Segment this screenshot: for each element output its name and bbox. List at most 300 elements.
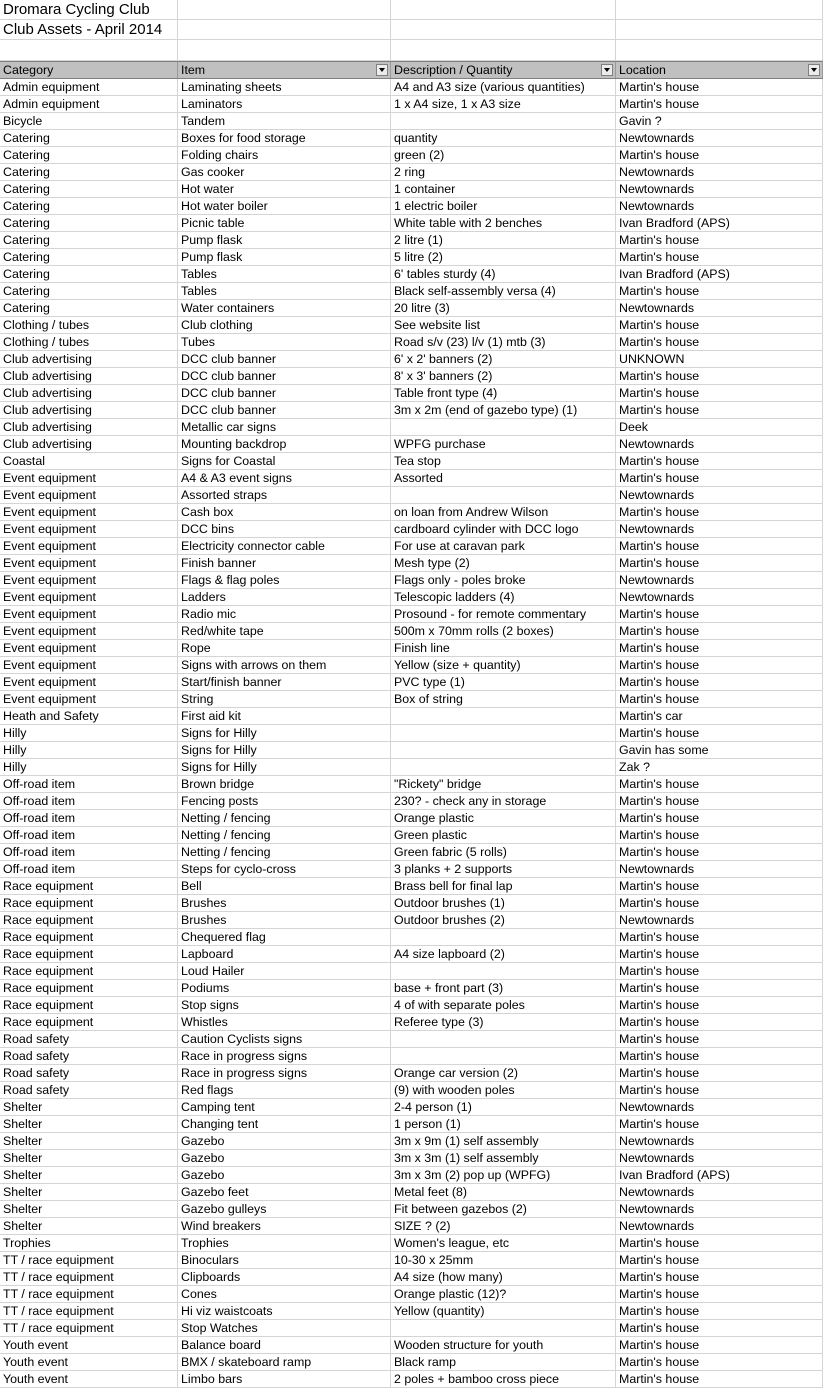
location-cell[interactable]: Martin's house <box>616 79 823 95</box>
description-cell[interactable]: Yellow (size + quantity) <box>391 657 616 673</box>
location-cell[interactable]: Martin's house <box>616 538 823 554</box>
category-cell[interactable]: Event equipment <box>0 521 178 537</box>
item-cell[interactable]: String <box>178 691 391 707</box>
category-cell[interactable]: Event equipment <box>0 674 178 690</box>
description-cell[interactable] <box>391 725 616 741</box>
category-cell[interactable]: Off-road item <box>0 776 178 792</box>
item-cell[interactable]: Caution Cyclists signs <box>178 1031 391 1047</box>
item-cell[interactable]: Hot water <box>178 181 391 197</box>
description-cell[interactable]: Finish line <box>391 640 616 656</box>
item-cell[interactable]: Whistles <box>178 1014 391 1030</box>
location-cell[interactable]: Newtownards <box>616 589 823 605</box>
item-cell[interactable]: Tubes <box>178 334 391 350</box>
item-cell[interactable]: Gazebo <box>178 1167 391 1183</box>
category-cell[interactable]: Road safety <box>0 1082 178 1098</box>
location-cell[interactable]: Martin's house <box>616 1269 823 1285</box>
description-cell[interactable] <box>391 1320 616 1336</box>
item-cell[interactable]: Lapboard <box>178 946 391 962</box>
category-cell[interactable]: Catering <box>0 300 178 316</box>
sheet-subtitle-cell[interactable]: Club Assets - April 2014 <box>0 20 178 39</box>
description-cell[interactable]: "Rickety" bridge <box>391 776 616 792</box>
category-cell[interactable]: Event equipment <box>0 691 178 707</box>
description-cell[interactable] <box>391 1031 616 1047</box>
category-cell[interactable]: Catering <box>0 147 178 163</box>
filter-dropdown-icon[interactable] <box>376 64 388 76</box>
location-cell[interactable]: Martin's house <box>616 657 823 673</box>
filter-dropdown-icon[interactable] <box>601 64 613 76</box>
item-cell[interactable]: Gazebo feet <box>178 1184 391 1200</box>
location-cell[interactable]: Newtownards <box>616 521 823 537</box>
category-cell[interactable]: Catering <box>0 198 178 214</box>
item-cell[interactable]: Chequered flag <box>178 929 391 945</box>
item-cell[interactable]: Pump flask <box>178 232 391 248</box>
category-cell[interactable]: Catering <box>0 164 178 180</box>
category-cell[interactable]: Club advertising <box>0 419 178 435</box>
location-cell[interactable]: Newtownards <box>616 487 823 503</box>
item-cell[interactable]: Race in progress signs <box>178 1065 391 1081</box>
location-cell[interactable]: Martin's house <box>616 963 823 979</box>
item-cell[interactable]: Netting / fencing <box>178 844 391 860</box>
location-cell[interactable]: Newtownards <box>616 300 823 316</box>
item-cell[interactable]: Finish banner <box>178 555 391 571</box>
description-cell[interactable]: 8' x 3' banners (2) <box>391 368 616 384</box>
location-cell[interactable]: Martin's house <box>616 555 823 571</box>
description-cell[interactable]: White table with 2 benches <box>391 215 616 231</box>
description-cell[interactable]: 6' tables sturdy (4) <box>391 266 616 282</box>
description-cell[interactable] <box>391 742 616 758</box>
location-cell[interactable]: Martin's house <box>616 1320 823 1336</box>
item-cell[interactable]: Metallic car signs <box>178 419 391 435</box>
description-cell[interactable]: 1 person (1) <box>391 1116 616 1132</box>
description-cell[interactable]: Orange plastic (12)? <box>391 1286 616 1302</box>
location-cell[interactable]: Martin's house <box>616 878 823 894</box>
category-cell[interactable]: Race equipment <box>0 946 178 962</box>
description-cell[interactable]: 10-30 x 25mm <box>391 1252 616 1268</box>
empty-cell[interactable] <box>616 0 823 19</box>
category-cell[interactable]: Event equipment <box>0 640 178 656</box>
description-cell[interactable]: 1 electric boiler <box>391 198 616 214</box>
category-cell[interactable]: Race equipment <box>0 878 178 894</box>
description-cell[interactable]: cardboard cylinder with DCC logo <box>391 521 616 537</box>
location-cell[interactable]: Ivan Bradford (APS) <box>616 1167 823 1183</box>
category-cell[interactable]: Road safety <box>0 1065 178 1081</box>
description-cell[interactable]: base + front part (3) <box>391 980 616 996</box>
location-cell[interactable]: Ivan Bradford (APS) <box>616 215 823 231</box>
location-cell[interactable]: Martin's house <box>616 1082 823 1098</box>
description-cell[interactable]: (9) with wooden poles <box>391 1082 616 1098</box>
description-cell[interactable]: 3m x 2m (end of gazebo type) (1) <box>391 402 616 418</box>
category-cell[interactable]: Club advertising <box>0 385 178 401</box>
item-cell[interactable]: Changing tent <box>178 1116 391 1132</box>
category-cell[interactable]: Club advertising <box>0 402 178 418</box>
location-cell[interactable]: Martin's house <box>616 385 823 401</box>
item-cell[interactable]: Brushes <box>178 895 391 911</box>
description-cell[interactable]: Brass bell for final lap <box>391 878 616 894</box>
item-cell[interactable]: Fencing posts <box>178 793 391 809</box>
location-cell[interactable]: Gavin ? <box>616 113 823 129</box>
description-cell[interactable]: Prosound - for remote commentary <box>391 606 616 622</box>
description-cell[interactable]: 500m x 70mm rolls (2 boxes) <box>391 623 616 639</box>
empty-cell[interactable] <box>0 40 178 60</box>
item-cell[interactable]: DCC club banner <box>178 385 391 401</box>
category-cell[interactable]: Admin equipment <box>0 96 178 112</box>
item-cell[interactable]: Mounting backdrop <box>178 436 391 452</box>
location-cell[interactable]: Newtownards <box>616 912 823 928</box>
description-cell[interactable] <box>391 963 616 979</box>
empty-cell[interactable] <box>178 0 391 19</box>
category-cell[interactable]: TT / race equipment <box>0 1303 178 1319</box>
item-cell[interactable]: Laminating sheets <box>178 79 391 95</box>
description-cell[interactable]: WPFG purchase <box>391 436 616 452</box>
description-cell[interactable]: Black ramp <box>391 1354 616 1370</box>
item-cell[interactable]: Picnic table <box>178 215 391 231</box>
location-cell[interactable]: Martin's house <box>616 317 823 333</box>
description-cell[interactable]: quantity <box>391 130 616 146</box>
location-cell[interactable]: Martin's house <box>616 997 823 1013</box>
location-cell[interactable]: Martin's car <box>616 708 823 724</box>
description-cell[interactable]: Tea stop <box>391 453 616 469</box>
description-cell[interactable]: Metal feet (8) <box>391 1184 616 1200</box>
category-cell[interactable]: Race equipment <box>0 929 178 945</box>
category-cell[interactable]: Hilly <box>0 725 178 741</box>
location-cell[interactable]: Martin's house <box>616 640 823 656</box>
category-cell[interactable]: Bicycle <box>0 113 178 129</box>
category-cell[interactable]: Catering <box>0 249 178 265</box>
item-cell[interactable]: Tables <box>178 266 391 282</box>
item-cell[interactable]: Water containers <box>178 300 391 316</box>
category-cell[interactable]: Shelter <box>0 1184 178 1200</box>
category-cell[interactable]: Admin equipment <box>0 79 178 95</box>
item-cell[interactable]: Flags & flag poles <box>178 572 391 588</box>
empty-cell[interactable] <box>391 0 616 19</box>
category-cell[interactable]: Off-road item <box>0 861 178 877</box>
category-cell[interactable]: Youth event <box>0 1337 178 1353</box>
location-cell[interactable]: Martin's house <box>616 453 823 469</box>
location-cell[interactable]: Martin's house <box>616 776 823 792</box>
description-cell[interactable]: 2 ring <box>391 164 616 180</box>
category-cell[interactable]: Catering <box>0 232 178 248</box>
category-cell[interactable]: Clothing / tubes <box>0 317 178 333</box>
item-cell[interactable]: Cones <box>178 1286 391 1302</box>
location-cell[interactable]: Martin's house <box>616 674 823 690</box>
category-cell[interactable]: Race equipment <box>0 980 178 996</box>
description-cell[interactable]: on loan from Andrew Wilson <box>391 504 616 520</box>
category-cell[interactable]: Club advertising <box>0 351 178 367</box>
category-cell[interactable]: Off-road item <box>0 827 178 843</box>
item-cell[interactable]: Boxes for food storage <box>178 130 391 146</box>
location-cell[interactable]: Martin's house <box>616 1065 823 1081</box>
description-cell[interactable] <box>391 708 616 724</box>
item-cell[interactable]: Signs for Hilly <box>178 742 391 758</box>
location-cell[interactable]: Martin's house <box>616 1031 823 1047</box>
item-cell[interactable]: Tables <box>178 283 391 299</box>
description-cell[interactable]: 20 litre (3) <box>391 300 616 316</box>
location-cell[interactable]: Martin's house <box>616 470 823 486</box>
description-cell[interactable]: 1 x A4 size, 1 x A3 size <box>391 96 616 112</box>
category-cell[interactable]: Road safety <box>0 1031 178 1047</box>
item-cell[interactable]: Netting / fencing <box>178 810 391 826</box>
category-cell[interactable]: Race equipment <box>0 895 178 911</box>
description-cell[interactable]: green (2) <box>391 147 616 163</box>
description-cell[interactable] <box>391 419 616 435</box>
item-cell[interactable]: Start/finish banner <box>178 674 391 690</box>
location-cell[interactable]: Martin's house <box>616 725 823 741</box>
location-cell[interactable]: Martin's house <box>616 1371 823 1387</box>
description-cell[interactable]: 4 of with separate poles <box>391 997 616 1013</box>
description-cell[interactable]: Orange plastic <box>391 810 616 826</box>
item-cell[interactable]: Hot water boiler <box>178 198 391 214</box>
location-cell[interactable]: Martin's house <box>616 1235 823 1251</box>
description-cell[interactable]: Telescopic ladders (4) <box>391 589 616 605</box>
item-cell[interactable]: Signs with arrows on them <box>178 657 391 673</box>
description-cell[interactable]: See website list <box>391 317 616 333</box>
item-cell[interactable]: Signs for Hilly <box>178 725 391 741</box>
location-cell[interactable]: Newtownards <box>616 130 823 146</box>
location-cell[interactable]: Newtownards <box>616 198 823 214</box>
category-cell[interactable]: Event equipment <box>0 589 178 605</box>
location-cell[interactable]: Martin's house <box>616 1286 823 1302</box>
description-cell[interactable]: PVC type (1) <box>391 674 616 690</box>
location-cell[interactable]: Zak ? <box>616 759 823 775</box>
item-cell[interactable]: Rope <box>178 640 391 656</box>
item-cell[interactable]: Signs for Coastal <box>178 453 391 469</box>
item-cell[interactable]: Netting / fencing <box>178 827 391 843</box>
description-cell[interactable]: Road s/v (23) l/v (1) mtb (3) <box>391 334 616 350</box>
header-category[interactable] <box>0 62 178 78</box>
category-cell[interactable]: TT / race equipment <box>0 1269 178 1285</box>
category-cell[interactable]: Shelter <box>0 1167 178 1183</box>
location-cell[interactable]: Martin's house <box>616 1048 823 1064</box>
location-cell[interactable]: Newtownards <box>616 436 823 452</box>
item-cell[interactable]: Folding chairs <box>178 147 391 163</box>
location-cell[interactable]: Martin's house <box>616 844 823 860</box>
description-cell[interactable]: 3 planks + 2 supports <box>391 861 616 877</box>
item-cell[interactable]: Assorted straps <box>178 487 391 503</box>
empty-cell[interactable] <box>391 40 616 60</box>
location-cell[interactable]: Martin's house <box>616 929 823 945</box>
location-cell[interactable]: Martin's house <box>616 232 823 248</box>
description-cell[interactable]: Orange car version (2) <box>391 1065 616 1081</box>
description-cell[interactable]: Women's league, etc <box>391 1235 616 1251</box>
item-cell[interactable]: DCC club banner <box>178 351 391 367</box>
item-cell[interactable]: DCC bins <box>178 521 391 537</box>
item-cell[interactable]: Binoculars <box>178 1252 391 1268</box>
item-cell[interactable]: Trophies <box>178 1235 391 1251</box>
description-cell[interactable]: Yellow (quantity) <box>391 1303 616 1319</box>
description-cell[interactable]: Mesh type (2) <box>391 555 616 571</box>
category-cell[interactable]: Event equipment <box>0 555 178 571</box>
location-cell[interactable]: Newtownards <box>616 1150 823 1166</box>
category-cell[interactable]: Race equipment <box>0 997 178 1013</box>
category-cell[interactable]: Catering <box>0 181 178 197</box>
category-cell[interactable]: TT / race equipment <box>0 1252 178 1268</box>
category-cell[interactable]: Catering <box>0 130 178 146</box>
description-cell[interactable]: For use at caravan park <box>391 538 616 554</box>
location-cell[interactable]: Martin's house <box>616 504 823 520</box>
category-cell[interactable]: Youth event <box>0 1371 178 1387</box>
description-cell[interactable]: 3m x 3m (2) pop up (WPFG) <box>391 1167 616 1183</box>
description-cell[interactable]: Fit between gazebos (2) <box>391 1201 616 1217</box>
category-cell[interactable]: Hilly <box>0 759 178 775</box>
category-cell[interactable]: Event equipment <box>0 657 178 673</box>
location-cell[interactable]: Newtownards <box>616 572 823 588</box>
item-cell[interactable]: Red/white tape <box>178 623 391 639</box>
category-cell[interactable]: Catering <box>0 266 178 282</box>
item-cell[interactable]: Ladders <box>178 589 391 605</box>
location-cell[interactable]: Ivan Bradford (APS) <box>616 266 823 282</box>
location-cell[interactable]: Martin's house <box>616 946 823 962</box>
category-cell[interactable]: Event equipment <box>0 606 178 622</box>
description-cell[interactable]: Flags only - poles broke <box>391 572 616 588</box>
description-cell[interactable] <box>391 759 616 775</box>
description-cell[interactable]: A4 and A3 size (various quantities) <box>391 79 616 95</box>
item-cell[interactable]: Limbo bars <box>178 1371 391 1387</box>
category-cell[interactable]: Road safety <box>0 1048 178 1064</box>
item-cell[interactable]: Steps for cyclo-cross <box>178 861 391 877</box>
description-cell[interactable]: 3m x 9m (1) self assembly <box>391 1133 616 1149</box>
category-cell[interactable]: Race equipment <box>0 963 178 979</box>
location-cell[interactable]: Martin's house <box>616 1252 823 1268</box>
item-cell[interactable]: Hi viz waistcoats <box>178 1303 391 1319</box>
location-cell[interactable]: UNKNOWN <box>616 351 823 367</box>
item-cell[interactable]: DCC club banner <box>178 368 391 384</box>
category-cell[interactable]: Off-road item <box>0 793 178 809</box>
description-cell[interactable]: Box of string <box>391 691 616 707</box>
description-cell[interactable]: Wooden structure for youth <box>391 1337 616 1353</box>
category-cell[interactable]: Hilly <box>0 742 178 758</box>
location-cell[interactable]: Martin's house <box>616 334 823 350</box>
location-cell[interactable]: Martin's house <box>616 1014 823 1030</box>
category-cell[interactable]: Shelter <box>0 1099 178 1115</box>
category-cell[interactable]: Event equipment <box>0 504 178 520</box>
location-cell[interactable]: Newtownards <box>616 1099 823 1115</box>
header-description[interactable] <box>391 62 616 78</box>
location-cell[interactable]: Martin's house <box>616 810 823 826</box>
category-cell[interactable]: Off-road item <box>0 810 178 826</box>
item-cell[interactable]: Tandem <box>178 113 391 129</box>
item-cell[interactable]: Cash box <box>178 504 391 520</box>
description-cell[interactable] <box>391 487 616 503</box>
category-cell[interactable]: Race equipment <box>0 912 178 928</box>
category-cell[interactable]: Youth event <box>0 1354 178 1370</box>
category-cell[interactable]: Event equipment <box>0 572 178 588</box>
item-cell[interactable]: A4 & A3 event signs <box>178 470 391 486</box>
description-cell[interactable]: Referee type (3) <box>391 1014 616 1030</box>
description-cell[interactable]: Green fabric (5 rolls) <box>391 844 616 860</box>
item-cell[interactable]: Wind breakers <box>178 1218 391 1234</box>
description-cell[interactable]: Outdoor brushes (1) <box>391 895 616 911</box>
filter-dropdown-icon[interactable] <box>808 64 820 76</box>
category-cell[interactable]: Catering <box>0 283 178 299</box>
location-cell[interactable]: Newtownards <box>616 164 823 180</box>
item-cell[interactable]: Laminators <box>178 96 391 112</box>
location-cell[interactable]: Martin's house <box>616 691 823 707</box>
location-cell[interactable]: Martin's house <box>616 283 823 299</box>
item-cell[interactable]: Signs for Hilly <box>178 759 391 775</box>
category-cell[interactable]: Shelter <box>0 1201 178 1217</box>
description-cell[interactable]: Black self-assembly versa (4) <box>391 283 616 299</box>
item-cell[interactable]: Brushes <box>178 912 391 928</box>
description-cell[interactable]: Green plastic <box>391 827 616 843</box>
description-cell[interactable]: 2 litre (1) <box>391 232 616 248</box>
item-cell[interactable]: BMX / skateboard ramp <box>178 1354 391 1370</box>
location-cell[interactable]: Martin's house <box>616 249 823 265</box>
location-cell[interactable]: Martin's house <box>616 1303 823 1319</box>
location-cell[interactable]: Martin's house <box>616 1354 823 1370</box>
item-cell[interactable]: Gazebo <box>178 1150 391 1166</box>
category-cell[interactable]: Club advertising <box>0 368 178 384</box>
category-cell[interactable]: Club advertising <box>0 436 178 452</box>
description-cell[interactable]: 6' x 2' banners (2) <box>391 351 616 367</box>
category-cell[interactable]: Event equipment <box>0 623 178 639</box>
item-cell[interactable]: Gazebo gulleys <box>178 1201 391 1217</box>
item-cell[interactable]: Gazebo <box>178 1133 391 1149</box>
category-cell[interactable]: TT / race equipment <box>0 1286 178 1302</box>
location-cell[interactable]: Gavin has some <box>616 742 823 758</box>
empty-cell[interactable] <box>178 20 391 39</box>
category-cell[interactable]: Shelter <box>0 1116 178 1132</box>
empty-cell[interactable] <box>616 20 823 39</box>
location-cell[interactable]: Newtownards <box>616 1218 823 1234</box>
item-cell[interactable]: Pump flask <box>178 249 391 265</box>
item-cell[interactable]: Gas cooker <box>178 164 391 180</box>
location-cell[interactable]: Martin's house <box>616 980 823 996</box>
item-cell[interactable]: Loud Hailer <box>178 963 391 979</box>
empty-cell[interactable] <box>616 40 823 60</box>
description-cell[interactable]: A4 size lapboard (2) <box>391 946 616 962</box>
location-cell[interactable]: Newtownards <box>616 181 823 197</box>
location-cell[interactable]: Martin's house <box>616 96 823 112</box>
empty-cell[interactable] <box>178 40 391 60</box>
category-cell[interactable]: Off-road item <box>0 844 178 860</box>
item-cell[interactable]: Clipboards <box>178 1269 391 1285</box>
location-cell[interactable]: Deek <box>616 419 823 435</box>
description-cell[interactable] <box>391 1048 616 1064</box>
category-cell[interactable]: Catering <box>0 215 178 231</box>
description-cell[interactable]: Assorted <box>391 470 616 486</box>
description-cell[interactable]: 230? - check any in storage <box>391 793 616 809</box>
item-cell[interactable]: Radio mic <box>178 606 391 622</box>
description-cell[interactable]: 2-4 person (1) <box>391 1099 616 1115</box>
location-cell[interactable]: Martin's house <box>616 402 823 418</box>
location-cell[interactable]: Martin's house <box>616 147 823 163</box>
category-cell[interactable]: Heath and Safety <box>0 708 178 724</box>
description-cell[interactable]: SIZE ? (2) <box>391 1218 616 1234</box>
club-name-cell[interactable]: Dromara Cycling Club <box>0 0 178 19</box>
item-cell[interactable]: First aid kit <box>178 708 391 724</box>
location-cell[interactable]: Martin's house <box>616 1337 823 1353</box>
empty-cell[interactable] <box>391 20 616 39</box>
description-cell[interactable]: Table front type (4) <box>391 385 616 401</box>
item-cell[interactable]: Club clothing <box>178 317 391 333</box>
item-cell[interactable]: Camping tent <box>178 1099 391 1115</box>
category-cell[interactable]: Event equipment <box>0 487 178 503</box>
item-cell[interactable]: Bell <box>178 878 391 894</box>
description-cell[interactable] <box>391 113 616 129</box>
item-cell[interactable]: Electricity connector cable <box>178 538 391 554</box>
header-item[interactable] <box>178 62 391 78</box>
category-cell[interactable]: Shelter <box>0 1133 178 1149</box>
category-cell[interactable]: Event equipment <box>0 538 178 554</box>
location-cell[interactable]: Martin's house <box>616 827 823 843</box>
location-cell[interactable]: Martin's house <box>616 793 823 809</box>
description-cell[interactable]: 3m x 3m (1) self assembly <box>391 1150 616 1166</box>
category-cell[interactable]: Coastal <box>0 453 178 469</box>
category-cell[interactable]: Clothing / tubes <box>0 334 178 350</box>
location-cell[interactable]: Newtownards <box>616 1184 823 1200</box>
item-cell[interactable]: Brown bridge <box>178 776 391 792</box>
location-cell[interactable]: Martin's house <box>616 1116 823 1132</box>
